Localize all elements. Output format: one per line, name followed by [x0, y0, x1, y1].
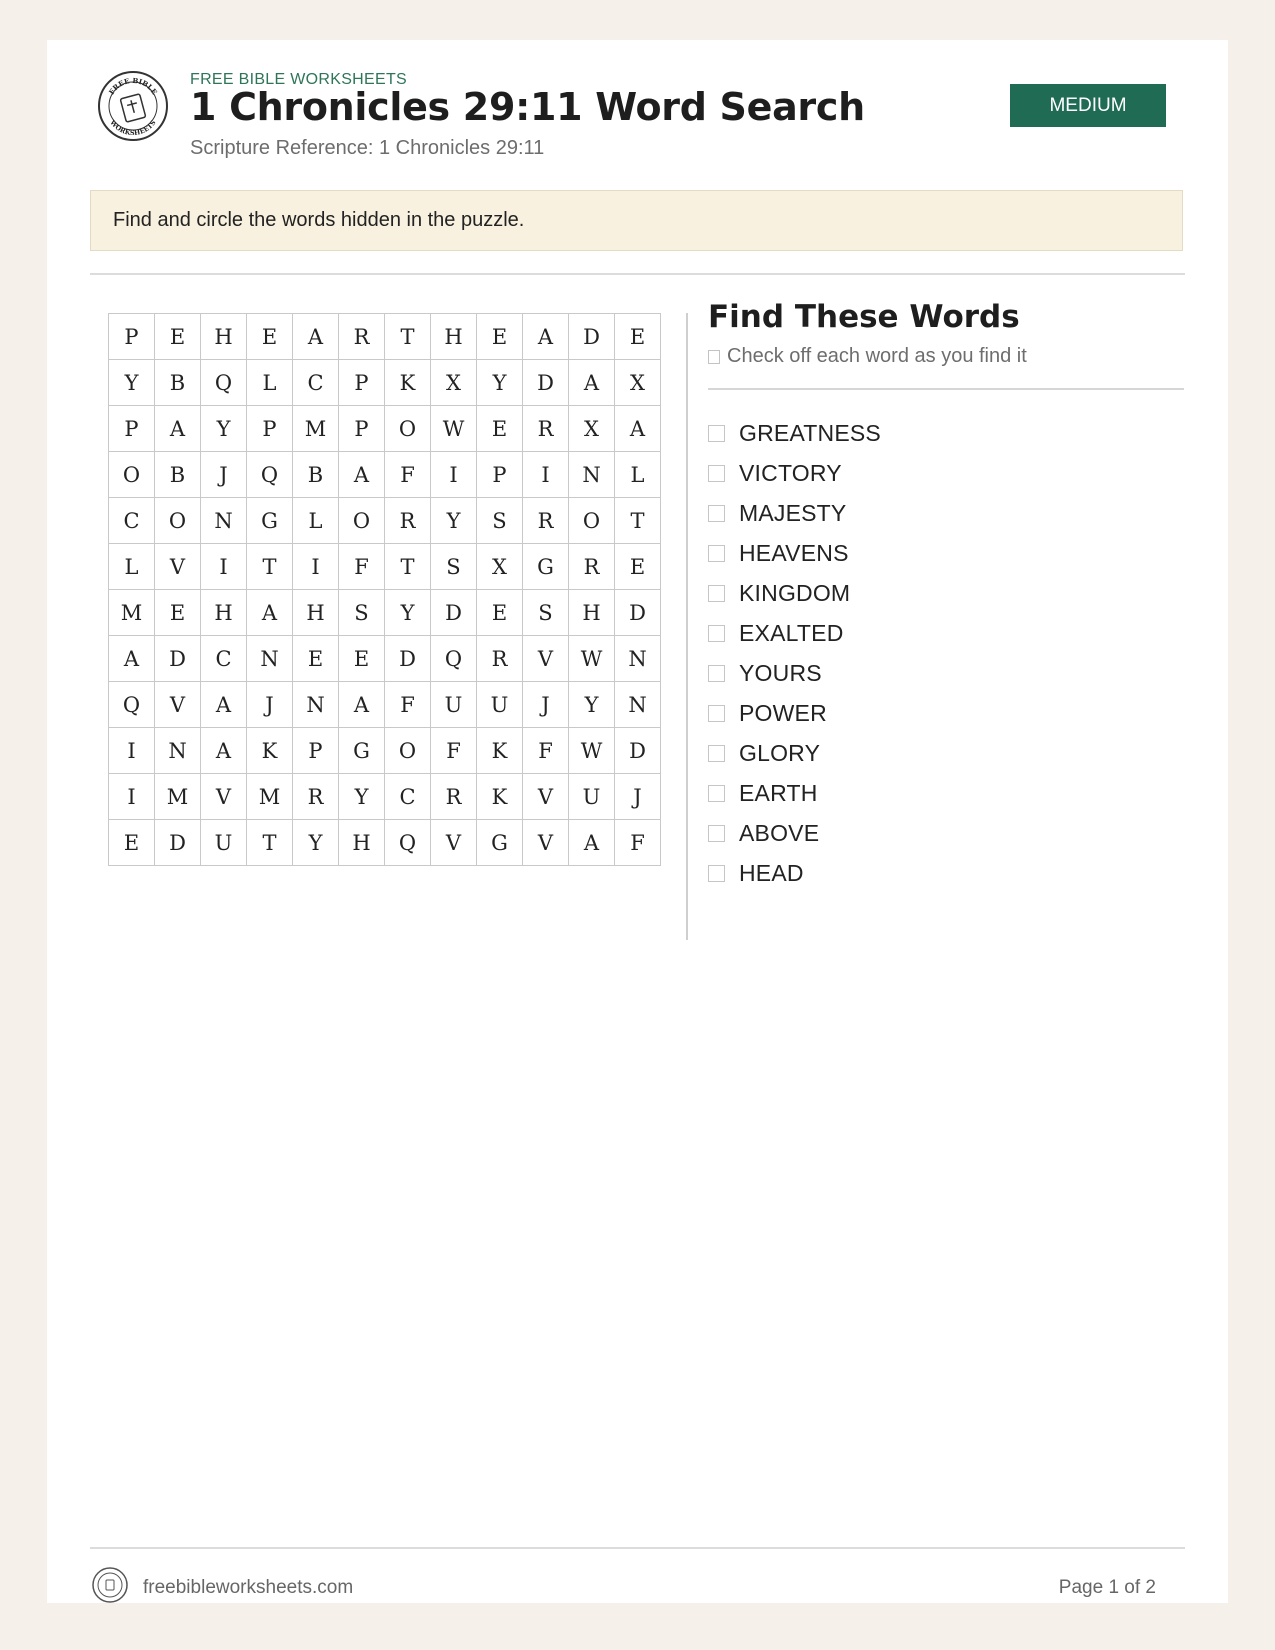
grid-cell[interactable]: X — [431, 360, 477, 406]
grid-cell[interactable]: F — [385, 452, 431, 498]
grid-cell[interactable]: T — [385, 314, 431, 360]
grid-cell[interactable]: B — [155, 452, 201, 498]
grid-cell[interactable]: J — [615, 774, 661, 820]
grid-cell[interactable]: M — [293, 406, 339, 452]
word-label: HEAVENS — [739, 539, 849, 566]
brand-label: FREE BIBLE WORKSHEETS — [190, 71, 408, 88]
grid-cell[interactable]: K — [477, 774, 523, 820]
grid-cell[interactable]: Y — [431, 498, 477, 544]
grid-cell[interactable]: D — [615, 590, 661, 636]
grid-cell[interactable]: N — [569, 452, 615, 498]
grid-cell[interactable]: N — [615, 682, 661, 728]
grid-cell[interactable]: D — [431, 590, 477, 636]
grid-cell[interactable]: A — [339, 682, 385, 728]
word-label: ABOVE — [739, 819, 820, 846]
grid-cell[interactable]: T — [615, 498, 661, 544]
grid-cell[interactable]: N — [201, 498, 247, 544]
grid-cell[interactable]: G — [339, 728, 385, 774]
footer-divider — [90, 1547, 1185, 1549]
grid-cell[interactable]: Q — [431, 636, 477, 682]
grid-cell[interactable]: S — [523, 590, 569, 636]
grid-cell[interactable]: A — [293, 314, 339, 360]
word-label: GLORY — [739, 739, 821, 766]
grid-cell[interactable]: G — [523, 544, 569, 590]
grid-cell[interactable]: A — [615, 406, 661, 452]
grid-cell[interactable]: Q — [201, 360, 247, 406]
word-checkbox[interactable] — [708, 785, 725, 802]
grid-cell[interactable]: E — [615, 314, 661, 360]
word-list-item — [708, 813, 881, 853]
grid-cell[interactable]: D — [385, 636, 431, 682]
word-list-item — [708, 533, 881, 573]
word-checkbox[interactable] — [708, 425, 725, 442]
word-checkbox[interactable] — [708, 745, 725, 762]
grid-cell[interactable]: I — [293, 544, 339, 590]
grid-cell[interactable]: V — [523, 636, 569, 682]
grid-cell[interactable]: N — [293, 682, 339, 728]
grid-cell[interactable]: R — [293, 774, 339, 820]
grid-cell[interactable]: E — [109, 820, 155, 866]
grid-cell[interactable]: N — [615, 636, 661, 682]
grid-cell[interactable]: C — [201, 636, 247, 682]
grid-cell[interactable]: O — [339, 498, 385, 544]
grid-row — [109, 682, 661, 728]
grid-cell[interactable]: A — [523, 314, 569, 360]
grid-cell[interactable]: D — [155, 636, 201, 682]
grid-cell[interactable]: Q — [247, 452, 293, 498]
word-list-item — [708, 493, 881, 533]
grid-cell[interactable]: K — [385, 360, 431, 406]
word-panel-subtitle — [708, 345, 1027, 368]
grid-cell[interactable]: A — [155, 406, 201, 452]
grid-cell[interactable]: U — [431, 682, 477, 728]
grid-row — [109, 544, 661, 590]
word-checkbox[interactable] — [708, 545, 725, 562]
word-list-item — [708, 413, 881, 453]
grid-cell[interactable]: N — [247, 636, 293, 682]
grid-cell[interactable]: P — [477, 452, 523, 498]
word-checkbox[interactable] — [708, 505, 725, 522]
grid-cell[interactable]: C — [109, 498, 155, 544]
grid-row — [109, 498, 661, 544]
word-checkbox[interactable] — [708, 705, 725, 722]
grid-cell[interactable]: I — [109, 728, 155, 774]
grid-cell[interactable]: R — [431, 774, 477, 820]
grid-cell[interactable]: H — [201, 590, 247, 636]
grid-cell[interactable]: U — [201, 820, 247, 866]
grid-cell[interactable]: H — [201, 314, 247, 360]
word-list-item — [708, 573, 881, 613]
grid-cell[interactable]: U — [569, 774, 615, 820]
word-list-item — [708, 773, 881, 813]
grid-cell[interactable]: K — [247, 728, 293, 774]
grid-cell[interactable]: A — [247, 590, 293, 636]
page-number: Page 1 of 2 — [1058, 1577, 1156, 1598]
grid-cell[interactable]: E — [247, 314, 293, 360]
grid-cell[interactable]: Y — [477, 360, 523, 406]
footer-logo-icon — [92, 1567, 128, 1603]
grid-cell[interactable]: R — [477, 636, 523, 682]
grid-cell[interactable]: V — [155, 682, 201, 728]
word-list — [708, 413, 881, 893]
word-checkbox[interactable] — [708, 865, 725, 882]
grid-cell[interactable]: F — [523, 728, 569, 774]
grid-cell[interactable]: R — [523, 498, 569, 544]
grid-cell[interactable]: H — [339, 820, 385, 866]
word-panel-divider — [708, 388, 1184, 390]
grid-cell[interactable]: Q — [385, 820, 431, 866]
column-divider — [686, 313, 688, 940]
grid-cell[interactable]: J — [523, 682, 569, 728]
word-checkbox[interactable] — [708, 625, 725, 642]
grid-cell[interactable]: I — [431, 452, 477, 498]
grid-cell[interactable]: Y — [385, 590, 431, 636]
grid-cell[interactable]: M — [155, 774, 201, 820]
grid-cell[interactable]: E — [477, 314, 523, 360]
grid-cell[interactable]: R — [385, 498, 431, 544]
word-search-grid — [108, 313, 661, 866]
grid-cell[interactable]: R — [523, 406, 569, 452]
grid-cell[interactable]: V — [155, 544, 201, 590]
grid-cell[interactable]: Y — [293, 820, 339, 866]
grid-cell[interactable]: H — [431, 314, 477, 360]
grid-cell[interactable]: S — [477, 498, 523, 544]
grid-cell[interactable]: S — [339, 590, 385, 636]
page-title: 1 Chronicles 29:11 Word Search — [190, 85, 865, 129]
grid-cell[interactable]: Y — [109, 360, 155, 406]
grid-cell[interactable]: O — [109, 452, 155, 498]
word-checkbox[interactable] — [708, 665, 725, 682]
grid-cell[interactable]: E — [339, 636, 385, 682]
grid-cell[interactable]: D — [523, 360, 569, 406]
grid-cell[interactable]: H — [569, 590, 615, 636]
grid-cell[interactable]: E — [477, 406, 523, 452]
grid-cell[interactable]: A — [109, 636, 155, 682]
word-label: YOURS — [739, 659, 822, 686]
word-label: POWER — [739, 699, 827, 726]
grid-cell[interactable]: O — [385, 406, 431, 452]
word-checkbox[interactable] — [708, 825, 725, 842]
grid-row — [109, 636, 661, 682]
grid-cell[interactable]: K — [477, 728, 523, 774]
grid-cell[interactable]: C — [293, 360, 339, 406]
grid-cell[interactable]: X — [615, 360, 661, 406]
grid-cell[interactable]: F — [615, 820, 661, 866]
grid-cell[interactable]: L — [293, 498, 339, 544]
grid-cell[interactable]: V — [201, 774, 247, 820]
difficulty-badge: MEDIUM — [1010, 84, 1166, 127]
grid-cell[interactable]: D — [615, 728, 661, 774]
grid-cell[interactable]: Y — [339, 774, 385, 820]
grid-row — [109, 820, 661, 866]
grid-cell[interactable]: P — [247, 406, 293, 452]
grid-cell[interactable]: L — [615, 452, 661, 498]
logo-bible-icon — [97, 70, 169, 142]
grid-cell[interactable]: I — [201, 544, 247, 590]
grid-row — [109, 590, 661, 636]
word-list-item — [708, 453, 881, 493]
grid-cell[interactable]: X — [477, 544, 523, 590]
word-panel-subtitle-text: Check off each word as you find it — [727, 345, 1027, 367]
grid-row — [109, 360, 661, 406]
word-label: EARTH — [739, 779, 818, 806]
instructions-text: Find and circle the words hidden in the puzzle. — [113, 209, 525, 231]
grid-cell[interactable]: R — [569, 544, 615, 590]
grid-cell[interactable]: A — [201, 682, 247, 728]
grid-cell[interactable]: A — [339, 452, 385, 498]
grid-cell[interactable]: P — [339, 406, 385, 452]
word-label: EXALTED — [739, 619, 844, 646]
grid-cell[interactable]: T — [385, 544, 431, 590]
grid-cell[interactable]: G — [247, 498, 293, 544]
word-list-item — [708, 733, 881, 773]
grid-cell[interactable]: I — [109, 774, 155, 820]
footer-site-link[interactable]: freebibleworksheets.com — [143, 1577, 354, 1598]
grid-cell[interactable]: F — [431, 728, 477, 774]
grid-cell[interactable]: J — [201, 452, 247, 498]
grid-cell[interactable]: O — [155, 498, 201, 544]
word-label: KINGDOM — [739, 579, 851, 606]
grid-cell[interactable]: B — [293, 452, 339, 498]
grid-cell[interactable]: Y — [569, 682, 615, 728]
grid-cell[interactable]: G — [477, 820, 523, 866]
word-checkbox[interactable] — [708, 465, 725, 482]
grid-cell[interactable]: C — [385, 774, 431, 820]
word-checkbox[interactable] — [708, 585, 725, 602]
grid-cell[interactable]: W — [569, 728, 615, 774]
word-list-item — [708, 693, 881, 733]
grid-cell[interactable]: P — [293, 728, 339, 774]
scripture-reference: Scripture Reference: 1 Chronicles 29:11 — [190, 137, 545, 159]
grid-cell[interactable]: Y — [201, 406, 247, 452]
grid-cell[interactable]: I — [523, 452, 569, 498]
grid-cell[interactable]: E — [155, 590, 201, 636]
grid-cell[interactable]: M — [247, 774, 293, 820]
word-panel-title: Find These Words — [708, 299, 1020, 335]
word-label: VICTORY — [739, 459, 842, 486]
word-list-item — [708, 613, 881, 653]
header-divider — [90, 273, 1185, 275]
grid-cell[interactable]: M — [109, 590, 155, 636]
grid-row — [109, 774, 661, 820]
grid-cell[interactable]: S — [431, 544, 477, 590]
grid-cell[interactable]: W — [569, 636, 615, 682]
grid-cell[interactable]: E — [155, 314, 201, 360]
logo-text-top: FREE BIBLE — [106, 75, 160, 97]
grid-cell[interactable]: F — [339, 544, 385, 590]
grid-cell[interactable]: X — [569, 406, 615, 452]
grid-cell[interactable]: P — [339, 360, 385, 406]
grid-row — [109, 728, 661, 774]
grid-cell[interactable]: O — [385, 728, 431, 774]
logo-text-bottom: WORKSHEETS — [108, 118, 158, 138]
grid-cell[interactable]: E — [477, 590, 523, 636]
grid-cell[interactable]: P — [109, 314, 155, 360]
word-label: GREATNESS — [739, 419, 881, 446]
grid-cell[interactable]: Q — [109, 682, 155, 728]
grid-cell[interactable]: N — [155, 728, 201, 774]
word-list-item — [708, 653, 881, 693]
worksheet-page — [47, 40, 1228, 1603]
word-label: HEAD — [739, 859, 804, 886]
grid-cell[interactable]: L — [247, 360, 293, 406]
grid-cell[interactable]: E — [615, 544, 661, 590]
grid-cell[interactable]: R — [339, 314, 385, 360]
grid-cell[interactable]: O — [569, 498, 615, 544]
grid-row — [109, 406, 661, 452]
grid-cell[interactable]: A — [569, 360, 615, 406]
grid-cell[interactable]: P — [109, 406, 155, 452]
grid-cell[interactable]: E — [293, 636, 339, 682]
word-label: MAJESTY — [739, 499, 847, 526]
grid-cell[interactable]: T — [247, 544, 293, 590]
grid-cell[interactable]: V — [523, 820, 569, 866]
grid-cell[interactable]: F — [385, 682, 431, 728]
grid-cell[interactable]: A — [201, 728, 247, 774]
grid-cell[interactable]: W — [431, 406, 477, 452]
grid-cell[interactable]: U — [477, 682, 523, 728]
grid-row — [109, 314, 661, 360]
checkbox-icon — [708, 350, 720, 364]
grid-cell[interactable]: J — [247, 682, 293, 728]
grid-row — [109, 452, 661, 498]
grid-cell[interactable]: D — [569, 314, 615, 360]
grid-cell[interactable]: T — [247, 820, 293, 866]
word-list-item — [708, 853, 881, 893]
grid-cell[interactable]: L — [109, 544, 155, 590]
instructions-box — [90, 190, 1183, 251]
grid-cell[interactable]: D — [155, 820, 201, 866]
grid-cell[interactable]: V — [523, 774, 569, 820]
grid-cell[interactable]: V — [431, 820, 477, 866]
grid-cell[interactable]: B — [155, 360, 201, 406]
grid-cell[interactable]: H — [293, 590, 339, 636]
grid-cell[interactable]: A — [569, 820, 615, 866]
